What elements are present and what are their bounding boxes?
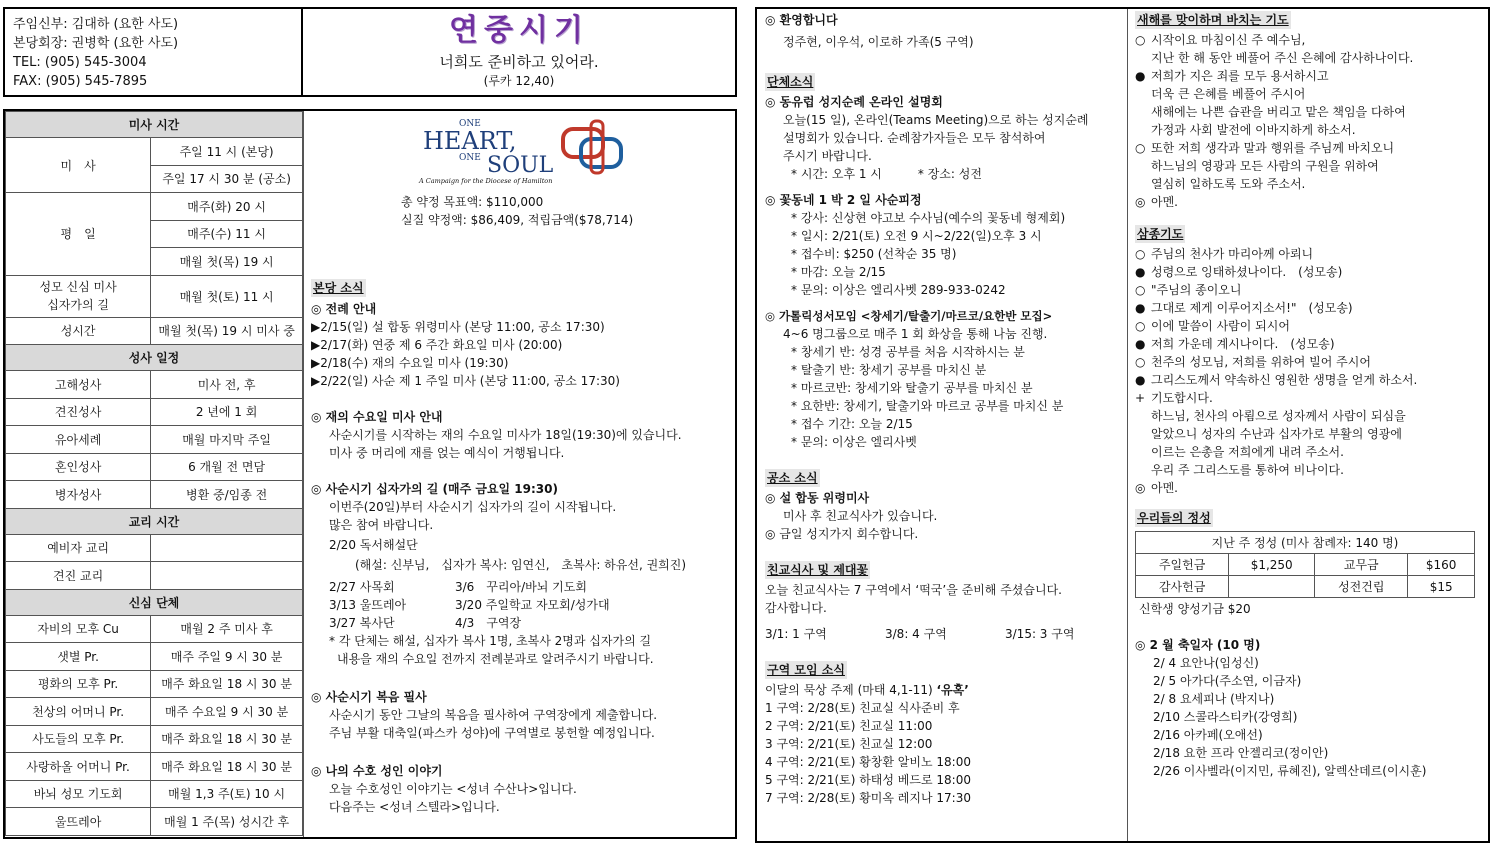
stations-sched-item: 3/27 복사단 xyxy=(329,616,395,630)
prayer-text: 새해에는 나쁜 습관을 버리고 맡은 책임을 다하여 xyxy=(1151,105,1406,119)
stations-schedule-left xyxy=(311,578,455,632)
left-column-divider xyxy=(303,111,304,837)
prayer-line xyxy=(1135,49,1487,67)
prayer-line xyxy=(1135,121,1487,139)
offering-cell: 감사헌금 xyxy=(1136,576,1229,598)
news-column xyxy=(309,111,733,837)
sacrament-value: 6 개월 전 면담 xyxy=(151,453,303,481)
district-theme xyxy=(765,681,1123,699)
offering-header: 지난 주 정성 (미사 참례자: 140 명) xyxy=(1136,532,1475,554)
feast-line: 2/ 8 요세피나 (박지나) xyxy=(1153,692,1275,706)
patron-saint-line: 다음주는 <성녀 스텔라>입니다. xyxy=(329,800,500,814)
feast-line: 2/ 5 아가다(주소연, 이금자) xyxy=(1153,674,1302,688)
scripture-reference: (루카 12,40) xyxy=(483,74,555,88)
bible-study-line: * 문의: 이상은 엘리사벳 xyxy=(791,435,917,449)
prayer-marker: ◎ xyxy=(1135,481,1146,495)
feast-line: 2/18 요한 프라 안젤리코(정이안) xyxy=(1153,746,1329,760)
group-label: 평화의 모후 Pr. xyxy=(6,670,151,698)
prayer-text: 주님의 천사가 마리아께 아뢰니 xyxy=(1151,247,1314,261)
prayer-text: 가정과 사회 발전에 이바지하게 하소서. xyxy=(1151,123,1356,137)
mass-label: 미 사 xyxy=(6,138,151,193)
prayer-line xyxy=(1135,353,1487,371)
stations-schedule xyxy=(311,578,731,632)
feast-line: 2/10 스콜라스티카(강영희) xyxy=(1153,710,1298,724)
weekday-time: 매월 첫(목) 19 시 xyxy=(151,248,303,276)
prayer-marker xyxy=(1135,85,1151,103)
stations-title: ◎ 사순시기 십자가의 길 (매주 금요일 19:30) xyxy=(311,482,558,496)
parish-news-title: 본당 소식 xyxy=(313,281,364,295)
stations-sched-item: 3/13 울뜨레아 xyxy=(329,598,407,612)
catechism-value xyxy=(151,562,303,590)
prayer-text: 하느님의 영광과 모든 사람의 구원을 위하여 xyxy=(1151,159,1379,173)
prayer-text: 지난 한 해 동안 베풀어 주신 은혜에 감사하나이다. xyxy=(1151,51,1414,65)
catechism-label: 견진 교리 xyxy=(6,562,151,590)
group-value: 매주 화요일 18 시 30 분 xyxy=(151,725,303,753)
prayer-line xyxy=(1135,317,1487,335)
sacrament-value: 미사 전, 후 xyxy=(151,371,303,399)
prayer-text: 저희 가운데 계시나이다. (성모송) xyxy=(1151,337,1335,351)
retreat-line: * 강사: 신상현 야고보 수사님(예수의 꽃동네 형제회) xyxy=(791,211,1066,225)
angelus-prayer xyxy=(1135,245,1487,497)
stations-line: 이번주(20일)부터 사순시기 십자가의 길이 시작됩니다. xyxy=(329,500,617,514)
prayer-text: 아멘. xyxy=(1151,195,1178,209)
prayer-line xyxy=(1135,193,1487,211)
feast-title: ◎ 2 월 축일자 (10 명) xyxy=(1135,638,1261,652)
district-line: 2 구역: 2/21(토) 친교실 11:00 xyxy=(765,719,933,733)
feast-line: 2/ 4 요안나(임성신) xyxy=(1153,656,1259,670)
prayer-marker: ○ xyxy=(1135,319,1146,333)
special-value: 매월 첫(목) 19 시 미사 중 xyxy=(151,317,303,345)
prayer-marker xyxy=(1135,157,1151,175)
fellowship-line: 감사합니다. xyxy=(765,601,827,615)
weekday-time: 매주(화) 20 시 xyxy=(151,193,303,221)
prayer-line xyxy=(1135,281,1487,299)
page-subtitle: 너희도 준비하고 있어라. xyxy=(439,53,599,71)
mass-time: 주일 17 시 30 분 (공소) xyxy=(151,165,303,193)
district-line: 1 구역: 2/28(토) 친교실 식사준비 후 xyxy=(765,701,960,715)
stations-first: 2/20 독서해설단 xyxy=(329,538,418,552)
stations-sched-item: 3/6 꾸리아/바뇌 기도회 xyxy=(455,580,587,594)
district-line: 7 구역: 2/28(토) 황미옥 레지나 17:30 xyxy=(765,791,971,805)
offering-table xyxy=(1135,531,1475,598)
prayer-text: 이에 말씀이 사람이 되시어 xyxy=(1151,319,1290,333)
bible-study-line: * 마르코반: 창세기와 탈출기 공부를 마치신 분 xyxy=(791,381,1033,395)
group-label: 샛별 Pr. xyxy=(6,643,151,671)
mass-heading: 미사 시간 xyxy=(6,112,303,138)
title-area xyxy=(303,9,735,95)
column-4 xyxy=(1135,11,1487,780)
catechism-heading: 교리 시간 xyxy=(6,508,303,534)
prayer-line xyxy=(1135,31,1487,49)
special-label: 성시간 xyxy=(6,317,151,345)
stations-schedule-right xyxy=(455,578,610,632)
group-label: 사랑하올 어머니 Pr. xyxy=(6,753,151,781)
welcome-title: ◎ 환영합니다 xyxy=(765,13,838,27)
pilgrimage-detail: * 시간: 오후 1 시 * 장소: 성전 xyxy=(791,167,982,181)
newyear-prayer xyxy=(1135,31,1487,211)
prayer-text: 더욱 큰 은혜를 베풀어 주시어 xyxy=(1151,87,1306,101)
schedule-table xyxy=(5,111,303,836)
prayer-marker: ○ xyxy=(1135,141,1146,155)
prayer-text: 아멘. xyxy=(1151,481,1178,495)
catechism-label: 예비자 교리 xyxy=(6,534,151,562)
catechism-value xyxy=(151,534,303,562)
prayer-text: 시작이요 마침이신 주 예수님, xyxy=(1151,33,1306,47)
liturgy-item: ▶2/15(일) 설 합동 위령미사 (본당 11:00, 공소 17:30) xyxy=(311,320,605,334)
prayer-text: 알았으니 성자의 수난과 십자가로 부활의 영광에 xyxy=(1151,427,1402,441)
page-title: 연중시기 xyxy=(449,13,589,48)
prayer-text: 그리스도께서 약속하신 영원한 생명을 얻게 하소서. xyxy=(1151,373,1418,387)
column-3 xyxy=(765,11,1123,807)
prayer-marker: ● xyxy=(1135,265,1146,279)
pilgrimage-line: 오늘(15 일), 온라인(Teams Meeting)으로 하는 성지순례 xyxy=(783,113,1089,127)
weekday-label: 평 일 xyxy=(6,193,151,276)
parish-news xyxy=(311,279,731,816)
prayer-marker: ● xyxy=(1135,337,1146,351)
seminary-fund: 신학생 양성기금 $20 xyxy=(1139,602,1251,616)
prayer-marker: ● xyxy=(1135,69,1146,83)
campaign-logo xyxy=(415,115,645,187)
logo-heart: HEART, xyxy=(423,127,517,155)
info-line: 본당회장: 권병학 (요한 사도) xyxy=(13,36,179,51)
prayer-line xyxy=(1135,407,1487,425)
sacrament-heading: 성사 일정 xyxy=(6,345,303,371)
mission-news-title: 공소 소식 xyxy=(767,471,818,485)
prayer-text: 우리 주 그리스도를 통하여 비나이다. xyxy=(1151,463,1344,477)
mission-mass-line: 미사 후 친교식사가 있습니다. xyxy=(783,509,938,523)
info-line: TEL: (905) 545-3004 xyxy=(13,55,147,70)
fellowship-sched-item: 3/15: 3 구역 xyxy=(1005,627,1075,641)
prayer-line xyxy=(1135,335,1487,353)
prayer-marker: ○ xyxy=(1135,33,1146,47)
prayer-marker: + xyxy=(1135,391,1146,405)
patron-saint-line: 오늘 수호성인 이야기는 <성녀 수산나>입니다. xyxy=(329,782,577,796)
liturgy-item: ▶2/22(일) 사순 제 1 주일 미사 (본당 11:00, 공소 17:30) xyxy=(311,374,620,388)
prayer-line xyxy=(1135,389,1487,407)
pilgrimage-line: 설명회가 있습니다. 순례참가자들은 모두 참석하여 xyxy=(783,131,1046,145)
campaign-pledged: 실질 약정액: $86,409, 적립금액($78,714) xyxy=(401,213,634,227)
mass-time: 주일 11 시 (본당) xyxy=(151,138,303,166)
parish-info xyxy=(13,15,299,91)
stations-line: 많은 참여 바랍니다. xyxy=(329,518,434,532)
prayer-marker: ● xyxy=(1135,301,1146,315)
prayer-line xyxy=(1135,67,1487,85)
prayer-text: 그대로 제게 이루어지소서!" (성모송) xyxy=(1151,301,1353,315)
district-line: 4 구역: 2/21(토) 황창환 알비노 18:00 xyxy=(765,755,971,769)
gospel-line: 주님 부활 대축일(파스카 성야)에 구역별로 봉헌할 예정입니다. xyxy=(329,726,655,740)
group-label: 바뇌 성모 기도회 xyxy=(6,780,151,808)
prayer-text: 성령으로 잉태하셨나이다. (성모송) xyxy=(1151,265,1343,279)
prayer-line xyxy=(1135,245,1487,263)
liturgy-item: ▶2/18(수) 재의 수요일 미사 (19:30) xyxy=(311,356,509,370)
ash-wednesday-title: ◎ 재의 수요일 미사 안내 xyxy=(311,410,443,424)
prayer-marker xyxy=(1135,425,1151,443)
prayer-text: 이르는 은총을 저희에게 내려 주소서. xyxy=(1151,445,1344,459)
prayer-marker xyxy=(1135,49,1151,67)
header-box xyxy=(3,7,737,97)
logo-soul: SOUL xyxy=(487,153,554,178)
ash-wednesday-line: 사순시기를 시작하는 재의 수요일 미사가 18일(19:30)에 있습니다. xyxy=(329,428,682,442)
patron-saint-title: ◎ 나의 수호 성인 이야기 xyxy=(311,764,443,778)
prayer-marker: ○ xyxy=(1135,283,1146,297)
prayer-marker: ● xyxy=(1135,373,1146,387)
offering-cell: $1,250 xyxy=(1229,554,1315,576)
prayer-marker xyxy=(1135,121,1151,139)
newyear-prayer-title: 새해를 맞이하며 바치는 기도 xyxy=(1137,13,1289,27)
prayer-marker xyxy=(1135,443,1151,461)
prayer-line xyxy=(1135,461,1487,479)
info-line: 주임신부: 김대하 (요한 사도) xyxy=(13,17,179,32)
group-value: 매주 주일 9 시 30 분 xyxy=(151,643,303,671)
prayer-line xyxy=(1135,139,1487,157)
district-line: 3 구역: 2/21(토) 친교실 12:00 xyxy=(765,737,933,751)
sacrament-label: 견진성사 xyxy=(6,398,151,426)
stations-roles: (해설: 신부님, 십자가 복사: 임연신, 초복사: 하유선, 권희진) xyxy=(355,558,687,572)
fellowship-sched-item: 3/1: 1 구역 xyxy=(765,627,827,641)
feast-line: 2/26 이사벨라(이지민, 류혜진), 알렉산데르(이시훈) xyxy=(1153,764,1427,778)
angelus-title: 삼종기도 xyxy=(1137,227,1184,241)
mission-mass-title: ◎ 설 합동 위령미사 xyxy=(765,491,870,505)
bible-study-line: * 탈출기 반: 창세기 공부를 마치신 분 xyxy=(791,363,987,377)
offering-cell: $15 xyxy=(1408,576,1475,598)
bible-study-line: * 창세기 반: 성경 공부를 처음 시작하시는 분 xyxy=(791,345,1025,359)
prayer-marker xyxy=(1135,407,1151,425)
ash-wednesday-line: 미사 중 머리에 재를 얹는 예식이 거행됩니다. xyxy=(329,446,565,460)
stations-sched-item: 3/20 주일학교 자모회/성가대 xyxy=(455,598,610,612)
offering-cell: 성전건립 xyxy=(1315,576,1408,598)
special-value: 매월 첫(토) 11 시 xyxy=(151,275,303,317)
sacrament-value: 병환 중/임종 전 xyxy=(151,481,303,509)
logo-tagline: A Campaign for the Diocese of Hamilton xyxy=(419,177,553,185)
offering-cell: 주일헌금 xyxy=(1136,554,1229,576)
pilgrimage-title: ◎ 동유럽 성지순례 온라인 설명회 xyxy=(765,95,943,109)
prayer-marker xyxy=(1135,175,1151,193)
retreat-line: * 일시: 2/21(토) 오전 9 시~2/22(일)오후 3 시 xyxy=(791,229,1042,243)
offering-cell: 교무금 xyxy=(1315,554,1408,576)
prayer-line xyxy=(1135,103,1487,121)
group-value: 매월 1 주(목) 성시간 후 xyxy=(151,808,303,836)
welcome-line: 정주현, 이우석, 이로하 가족(5 구역) xyxy=(783,35,974,49)
left-main-box xyxy=(3,109,737,839)
prayer-text: 하느님, 천사의 아룀으로 성자께서 사람이 되심을 xyxy=(1151,409,1406,423)
prayer-marker: ○ xyxy=(1135,247,1146,261)
special-label: 성모 신심 미사 십자가의 길 xyxy=(6,275,151,317)
sacrament-label: 유아세례 xyxy=(6,426,151,454)
district-line: 5 구역: 2/21(토) 하태성 베드로 18:00 xyxy=(765,773,971,787)
liturgy-title: ◎ 전례 안내 xyxy=(311,302,377,316)
prayer-line xyxy=(1135,85,1487,103)
bible-study-intro: 4~6 명그룹으로 매주 1 회 화상을 통해 나눔 진행. xyxy=(783,327,1048,341)
bible-study-line: * 요한반: 창세기, 탈출기와 마르코 공부를 마치신 분 xyxy=(791,399,1064,413)
group-value: 매월 2 주 미사 후 xyxy=(151,615,303,643)
district-title: 구역 모임 소식 xyxy=(767,663,845,677)
prayer-line xyxy=(1135,175,1487,193)
sacrament-label: 혼인성사 xyxy=(6,453,151,481)
sacrament-value: 매월 마지막 주일 xyxy=(151,426,303,454)
mission-pilgrim-line: ◎ 금일 성지가지 회수합니다. xyxy=(765,527,919,541)
prayer-marker xyxy=(1135,103,1151,121)
fellowship-sched-item: 3/8: 4 구역 xyxy=(885,627,947,641)
prayer-marker xyxy=(1135,461,1151,479)
group-label: 천상의 어머니 Pr. xyxy=(6,698,151,726)
district-theme-prefix: 이달의 묵상 주제 (마태 4,1-11) xyxy=(765,683,933,697)
prayer-line xyxy=(1135,299,1487,317)
prayer-marker: ◎ xyxy=(1135,195,1146,209)
weekday-time: 매주(수) 11 시 xyxy=(151,220,303,248)
group-value: 매월 1,3 주(토) 10 시 xyxy=(151,780,303,808)
bible-study-title: ◎ 가톨릭성서모임 <창세기/탈출기/마르코/요한반 모집> xyxy=(765,309,1053,323)
right-page-box xyxy=(755,7,1490,843)
logo-one-bottom: ONE xyxy=(459,153,481,163)
prayer-marker: ○ xyxy=(1135,355,1146,369)
prayer-line xyxy=(1135,371,1487,389)
fellowship-title: 친교식사 및 제대꽃 xyxy=(767,563,869,577)
group-value: 매주 수요일 9 시 30 분 xyxy=(151,698,303,726)
prayer-text: 또한 저희 생각과 말과 행위를 주님께 바치오니 xyxy=(1151,141,1395,155)
prayer-text: "주님의 종이오니 xyxy=(1151,283,1242,297)
gospel-line: 사순시기 동안 그날의 복음을 필사하여 구역장에게 제출합니다. xyxy=(329,708,658,722)
stations-sched-item: 2/27 사목회 xyxy=(329,580,395,594)
group-label: 울뜨레아 xyxy=(6,808,151,836)
retreat-title: ◎ 꽃동네 1 박 2 일 사순피정 xyxy=(765,193,922,207)
info-line: FAX: (905) 545-7895 xyxy=(13,74,148,89)
retreat-line: * 마감: 오늘 2/15 xyxy=(791,265,886,279)
group-value: 매주 화요일 18 시 30 분 xyxy=(151,753,303,781)
offering-title: 우리들의 정성 xyxy=(1137,511,1211,525)
district-theme-word: ‘유혹’ xyxy=(936,683,969,697)
retreat-line: * 접수비: $250 (선착순 35 명) xyxy=(791,247,957,261)
offering-cell: $160 xyxy=(1408,554,1475,576)
prayer-line xyxy=(1135,479,1487,497)
sacrament-label: 병자성사 xyxy=(6,481,151,509)
liturgy-item: ▶2/17(화) 연중 제 6 주간 화요일 미사 (20:00) xyxy=(311,338,563,352)
sacrament-value: 2 년에 1 회 xyxy=(151,398,303,426)
right-column-divider xyxy=(1127,9,1128,841)
pilgrimage-line: 주시기 바랍니다. xyxy=(783,149,872,163)
group-news-title: 단체소식 xyxy=(767,75,814,89)
fellowship-line: 오늘 친교식사는 7 구역에서 ‘떡국’을 준비해 주셨습니다. xyxy=(765,583,1062,597)
stations-sched-item: 4/3 구역장 xyxy=(455,616,522,630)
retreat-line: * 문의: 이상은 엘리사벳 289-933-0242 xyxy=(791,283,1006,297)
prayer-line xyxy=(1135,157,1487,175)
stations-note: 내용을 재의 수요일 전까지 전례분과로 알려주시기 바랍니다. xyxy=(337,652,654,666)
prayer-line xyxy=(1135,443,1487,461)
prayer-line xyxy=(1135,263,1487,281)
offering-cell xyxy=(1229,576,1315,598)
campaign-target: 총 약정 목표액: $110,000 xyxy=(401,195,544,209)
group-value: 매주 화요일 18 시 30 분 xyxy=(151,670,303,698)
group-label: 자비의 모후 Cu xyxy=(6,615,151,643)
prayer-text: 저희가 지은 죄를 모두 용서하시고 xyxy=(1151,69,1329,83)
logo-one-top: ONE xyxy=(459,119,481,129)
prayer-line xyxy=(1135,425,1487,443)
feast-line: 2/16 아카페(오애선) xyxy=(1153,728,1263,742)
gospel-title: ◎ 사순시기 복음 필사 xyxy=(311,690,427,704)
group-label: 사도들의 모후 Pr. xyxy=(6,725,151,753)
prayer-text: 천주의 성모님, 저희를 위하여 빌어 주시어 xyxy=(1151,355,1371,369)
prayer-text: 열심히 일하도록 도와 주소서. xyxy=(1151,177,1306,191)
fellowship-schedule xyxy=(765,625,1123,643)
sacrament-label: 고해성사 xyxy=(6,371,151,399)
groups-heading: 신심 단체 xyxy=(6,589,303,615)
prayer-text: 기도합시다. xyxy=(1151,391,1213,405)
bible-study-line: * 접수 기간: 오늘 2/15 xyxy=(791,417,913,431)
stations-note: * 각 단체는 해설, 십자가 복사 1명, 초복사 2명과 십자가의 길 xyxy=(329,634,652,648)
